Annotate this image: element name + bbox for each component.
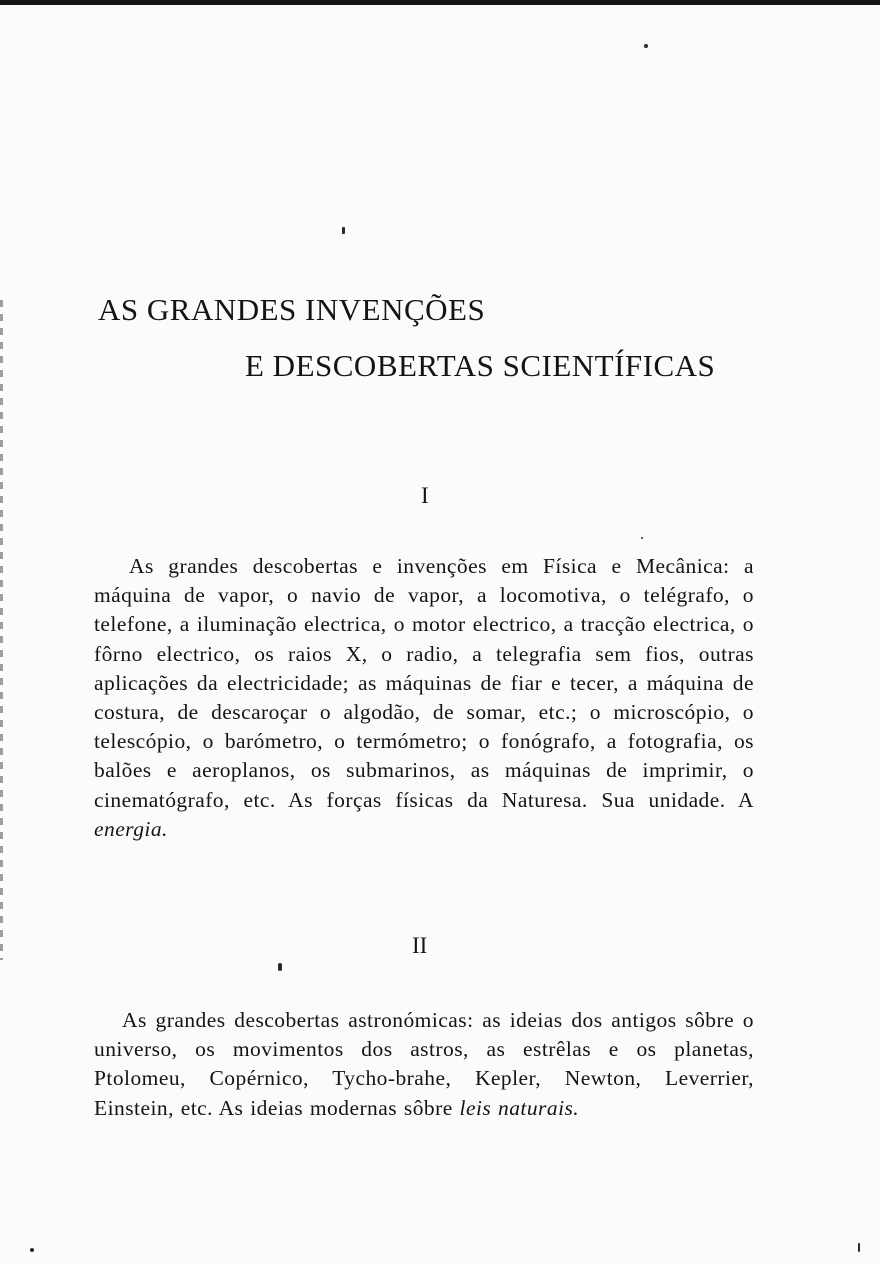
section-1-emphasis: energia.	[94, 816, 168, 841]
section-paragraph-2	[94, 1006, 754, 1123]
chapter-title-line-2: E DESCOBERTAS SCIENTÍFICAS	[245, 348, 716, 383]
section-numeral-2: II	[412, 933, 428, 958]
section-1-text: As grandes descobertas e invenções em Física e Mecânica: a máquina de vapor, o navio de vapor, a locomotiva, o telégrafo, o telefone, a iluminação electrica, o motor electrico, a tracção electrica, o fôrno electrico, os raios X, o radio, a telegrafia sem fios, outras aplicações da electricidade; as máquinas de fiar e tecer, a máquina de costura, de descaroçar o algodão, de somar, etc.; o microscópio, o telescópio, o barómetro, o termómetro; o fonógrafo, a fotografia, os balões e aeroplanos, os submarinos, as máquinas de imprimir, o cinematógrafo, etc. As forças físicas da Naturesa. Sua unidade. A	[94, 554, 754, 812]
ink-speck	[644, 44, 648, 48]
ink-speck	[30, 1248, 34, 1252]
page-top-edge	[0, 0, 880, 5]
section-2-emphasis: leis naturais.	[459, 1095, 580, 1120]
section-numeral-1: I	[421, 483, 429, 508]
chapter-title-line-1: AS GRANDES INVENÇÕES	[98, 292, 486, 327]
chapter-title	[0, 282, 880, 394]
section-paragraph-1	[94, 552, 754, 844]
section-2-text: As grandes descobertas astronómicas: as ideias dos antigos sôbre o universo, os movimentos dos astros, as estrêlas e os planetas, Ptolomeu, Copérnico, Tycho-brahe, Kepler, Newton, Leverrier, Einstein, etc. As ideias modernas sôbre	[94, 1008, 754, 1120]
ink-speck	[278, 963, 282, 971]
page-binding-edge	[0, 300, 3, 960]
ink-speck	[858, 1243, 860, 1252]
ink-speck	[641, 537, 643, 539]
ink-speck	[342, 227, 345, 234]
